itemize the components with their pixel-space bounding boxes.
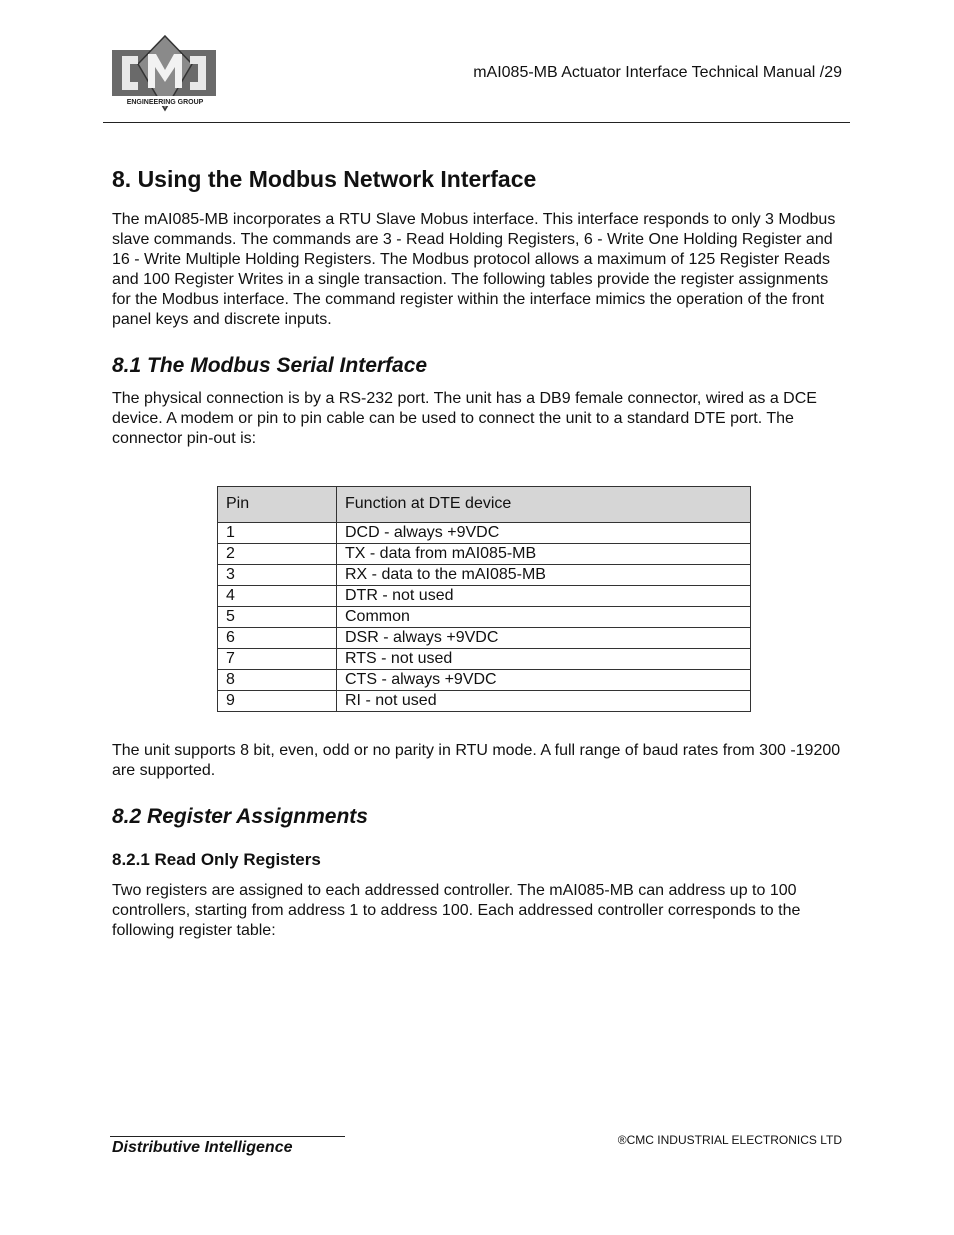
pin-cell: 2 bbox=[218, 544, 337, 565]
section-8-1-paragraph: The physical connection is by a RS-232 port. The unit has a DB9 female connector, wired as a DCE device. A modem or pin to pin cable can be used to connect the unit to a standard DTE port. The connector pin-out is: bbox=[112, 390, 817, 447]
function-cell: CTS - always +9VDC bbox=[337, 670, 751, 691]
function-cell: RI - not used bbox=[337, 691, 751, 712]
section-8-paragraph: The mAI085-MB incorporates a RTU Slave Mobus interface. This interface responds to only 3 Modbus slave commands. The commands are 3 - Read Holding Registers, 6 - Write One Holding Register and 16 - Write Multiple Holding Registers. The Modbus protocol allows a maximum of 125 Register Reads and 100 Register Writes in a single transaction. The following tables provide the register assignments for the Modbus interface. The command register within the interface mimics the operation of the front panel keys and discrete inputs. bbox=[112, 211, 836, 328]
pin-cell: 7 bbox=[218, 649, 337, 670]
pin-cell: 6 bbox=[218, 628, 337, 649]
pinout-table-header-row bbox=[218, 487, 751, 523]
table-row bbox=[218, 628, 751, 649]
table-row bbox=[218, 670, 751, 691]
section-8-2-1-paragraph: Two registers are assigned to each addressed controller. The mAI085-MB can address up to 100 controllers, starting from address 1 to address 100. Each addressed controller corresponds to the following register table: bbox=[112, 882, 801, 939]
function-cell: Common bbox=[337, 607, 751, 628]
table-row bbox=[218, 523, 751, 544]
pin-column-header: Pin bbox=[218, 487, 337, 523]
header-divider bbox=[103, 122, 850, 123]
table-row bbox=[218, 649, 751, 670]
header-title: mAI085-MB Actuator Interface Technical Manual /29 bbox=[473, 64, 842, 81]
function-cell: DCD - always +9VDC bbox=[337, 523, 751, 544]
section-8-2-1-heading: 8.2.1 Read Only Registers bbox=[112, 850, 321, 869]
section-8-1-paragraph-2: The unit supports 8 bit, even, odd or no parity in RTU mode. A full range of baud rates from 300 -19200 are supported. bbox=[112, 742, 841, 779]
footer-divider bbox=[110, 1136, 345, 1137]
pin-cell: 5 bbox=[218, 607, 337, 628]
table-row bbox=[218, 565, 751, 586]
function-cell: DTR - not used bbox=[337, 586, 751, 607]
section-8-heading: 8. Using the Modbus Network Interface bbox=[112, 166, 537, 192]
function-cell: RTS - not used bbox=[337, 649, 751, 670]
footer-tagline: Distributive Intelligence bbox=[112, 1139, 293, 1156]
svg-text:ENGINEERING GROUP: ENGINEERING GROUP bbox=[126, 99, 204, 106]
table-row bbox=[218, 607, 751, 628]
function-column-header: Function at DTE device bbox=[337, 487, 751, 523]
table-row bbox=[218, 544, 751, 565]
section-8-2-heading: 8.2 Register Assignments bbox=[112, 805, 368, 828]
section-8-1-heading: 8.1 The Modbus Serial Interface bbox=[112, 354, 428, 377]
table-row bbox=[218, 691, 751, 712]
pin-cell: 3 bbox=[218, 565, 337, 586]
function-cell: DSR - always +9VDC bbox=[337, 628, 751, 649]
pinout-table bbox=[217, 486, 751, 712]
cmc-engineering-logo bbox=[112, 34, 218, 114]
table-row bbox=[218, 586, 751, 607]
function-cell: RX - data to the mAI085-MB bbox=[337, 565, 751, 586]
pin-cell: 8 bbox=[218, 670, 337, 691]
footer-copyright: ®CMC INDUSTRIAL ELECTRONICS LTD bbox=[617, 1133, 842, 1147]
pin-cell: 9 bbox=[218, 691, 337, 712]
function-cell: TX - data from mAI085-MB bbox=[337, 544, 751, 565]
pin-cell: 4 bbox=[218, 586, 337, 607]
pin-cell: 1 bbox=[218, 523, 337, 544]
